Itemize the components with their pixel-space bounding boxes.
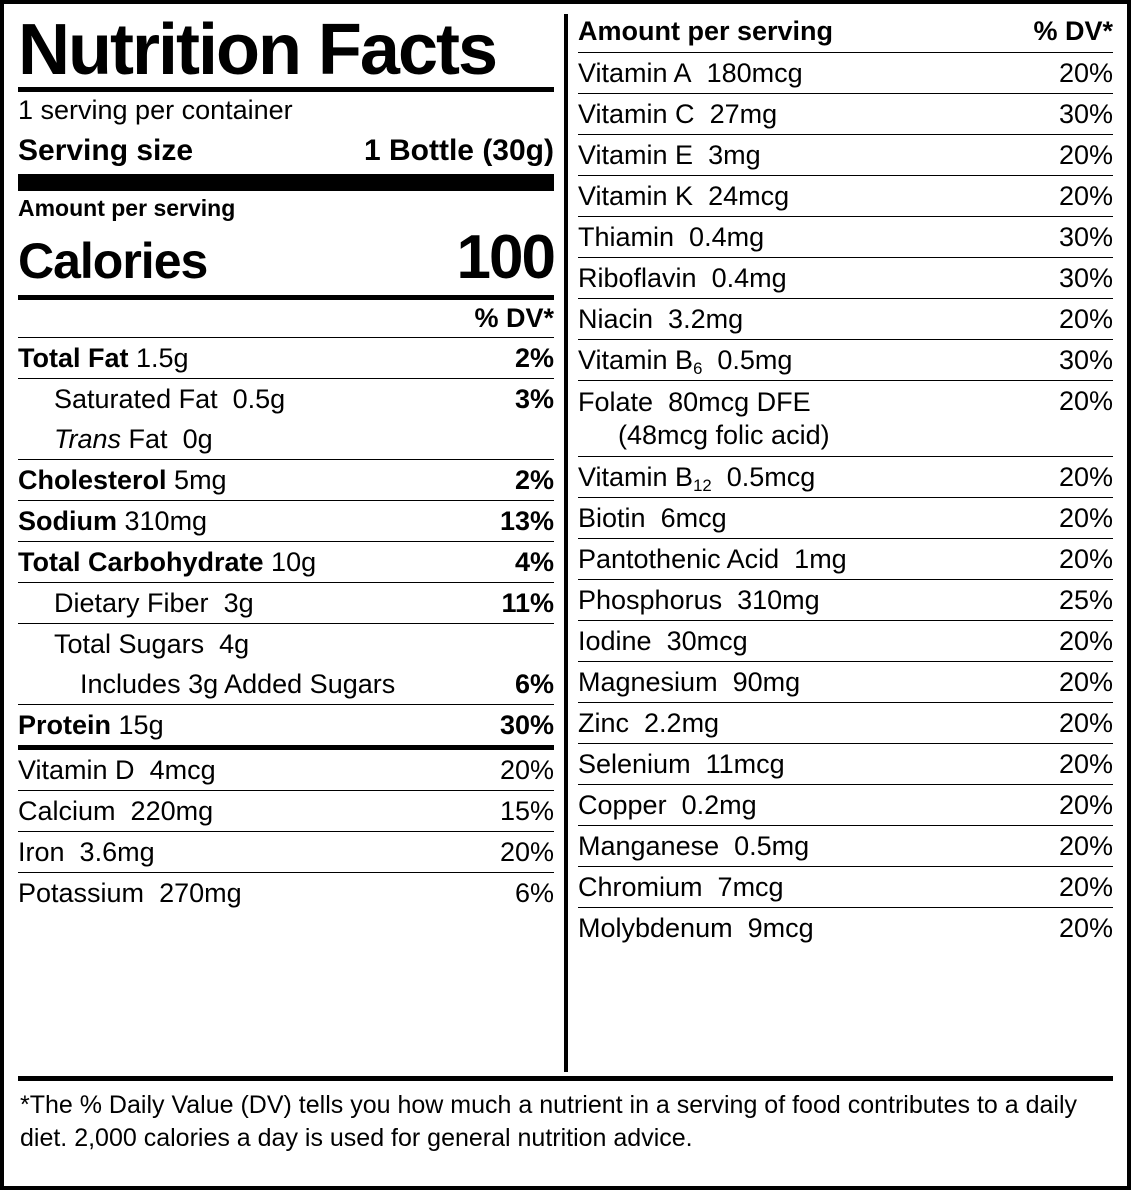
nutrient-dv: 20% <box>1058 304 1113 334</box>
nutrient-amount: 10g <box>271 546 317 577</box>
nutrient-name: Phosphorus 310mg <box>578 584 820 615</box>
page-title: Nutrition Facts <box>18 10 497 90</box>
nutrient-dv: 2% <box>514 464 554 495</box>
nutrient-amount: 0.4mg <box>711 263 787 293</box>
nutrient-dv: 20% <box>1058 543 1113 574</box>
nutrient-dv: 6% <box>514 877 554 908</box>
table-row <box>578 175 1113 216</box>
nutrient-amount: 3.6mg <box>79 836 155 867</box>
nutrient-dv: 20% <box>499 836 554 867</box>
nutrient-name: Vitamin A 180mcg <box>578 58 803 88</box>
nutrient-dv: 20% <box>1058 58 1113 88</box>
nutrient-name: Includes 3g Added Sugars <box>80 668 396 699</box>
nutrient-dv: 20% <box>1058 502 1113 533</box>
nutrient-name: Trans Fat 0g <box>54 423 213 454</box>
nutrient-dv: 20% <box>1058 830 1113 861</box>
nutrient-dv: 30% <box>1058 263 1113 293</box>
table-row <box>18 790 554 831</box>
nutrient-dv: 20% <box>1058 789 1113 820</box>
nutrient-amount: 2.2mg <box>644 707 720 738</box>
left-column <box>18 10 564 1072</box>
nutrient-amount: 310mg <box>124 505 208 536</box>
nutrient-dv: 13% <box>499 505 554 536</box>
table-row <box>578 825 1113 866</box>
table-row <box>18 745 554 790</box>
amount-per-serving-label-right: Amount per serving <box>578 16 834 46</box>
nutrient-amount: 180mcg <box>706 58 803 88</box>
nutrient-dv: 20% <box>1058 181 1113 211</box>
nutrient-amount: 30mcg <box>666 625 748 656</box>
column-divider <box>564 14 568 1072</box>
nutrient-dv: 20% <box>1058 461 1113 492</box>
nutrient-name: Iodine 30mcg <box>578 625 748 656</box>
nutrient-amount: 24mcg <box>708 181 790 211</box>
nutrient-dv: 20% <box>1058 140 1113 170</box>
nutrient-name: Vitamin D 4mcg <box>18 754 216 785</box>
table-row <box>18 337 554 378</box>
nutrient-amount: 0.5mg <box>717 345 793 375</box>
nutrient-dv: 20% <box>1058 386 1113 416</box>
table-row <box>578 339 1113 380</box>
nutrient-name: Dietary Fiber 3g <box>54 587 254 618</box>
table-row <box>578 216 1113 257</box>
table-row <box>18 500 554 541</box>
table-row <box>18 582 554 623</box>
nutrient-dv: 11% <box>501 587 554 618</box>
table-row <box>578 257 1113 298</box>
nutrient-dv: 25% <box>1058 584 1113 615</box>
nutrient-amount: 0.5mg <box>734 830 810 861</box>
nutrient-dv: 20% <box>1058 625 1113 656</box>
subscript: 6 <box>693 358 703 378</box>
nutrient-amount: 7mcg <box>717 871 784 902</box>
table-row <box>578 134 1113 175</box>
nutrient-name: Total Sugars 4g <box>54 628 250 659</box>
nutrient-amount: 15g <box>118 709 164 740</box>
table-row <box>18 831 554 872</box>
nutrient-dv: 6% <box>514 668 554 699</box>
nutrient-name: Copper 0.2mg <box>578 789 757 820</box>
nutrient-amount: 0.5mcg <box>726 461 816 492</box>
nutrient-amount: 80mcg DFE <box>668 387 811 417</box>
nutrient-name: Total Fat 1.5g <box>18 342 189 373</box>
nutrient-name: Vitamin K 24mcg <box>578 181 790 211</box>
nutrient-dv: 20% <box>1058 871 1113 902</box>
nutrient-amount: 0.5g <box>232 383 286 414</box>
table-row <box>18 704 554 745</box>
nutrient-name: Manganese 0.5mg <box>578 830 810 861</box>
nutrient-dv: 30% <box>1058 222 1113 252</box>
calories-label: Calories <box>18 232 208 289</box>
table-row <box>578 497 1113 538</box>
nutrient-amount: 5mg <box>174 464 227 495</box>
nutrient-name: Molybdenum 9mcg <box>578 912 814 943</box>
table-row <box>578 702 1113 743</box>
table-row <box>578 661 1113 702</box>
nutrient-amount: 220mg <box>130 795 214 826</box>
nutrient-amount: 6mcg <box>660 502 727 533</box>
nutrient-dv: 20% <box>1058 666 1113 697</box>
table-row <box>578 907 1113 948</box>
nutrient-name: Biotin 6mcg <box>578 502 727 533</box>
table-row <box>578 52 1113 93</box>
table-row <box>578 579 1113 620</box>
nutrient-dv: 3% <box>514 383 554 414</box>
nutrient-name: Vitamin E 3mg <box>578 140 761 170</box>
nutrient-amount: 11mcg <box>705 748 785 779</box>
nutrient-name: Cholesterol 5mg <box>18 464 227 495</box>
nutrient-dv: 30% <box>1058 99 1113 129</box>
table-row <box>578 380 1113 456</box>
nutrient-amount: 90mg <box>732 666 801 697</box>
table-row <box>578 298 1113 339</box>
daily-value-header: % DV* <box>474 302 554 333</box>
nutrient-amount: 3mg <box>708 140 761 170</box>
table-row <box>18 623 554 664</box>
right-column-header <box>578 14 1113 52</box>
nutrient-name: Calcium 220mg <box>18 795 214 826</box>
calories-row <box>18 222 554 295</box>
calories-value: 100 <box>456 222 554 292</box>
nutrient-subnote: (48mcg folic acid) <box>618 419 830 450</box>
servings-per-container: 1 serving per container <box>18 95 293 126</box>
table-row <box>578 620 1113 661</box>
nutrient-name: Pantothenic Acid 1mg <box>578 543 847 574</box>
table-row <box>18 872 554 913</box>
nutrient-amount: 27mg <box>709 99 778 129</box>
nutrient-name: Vitamin $B_6$ 0.5mg <box>578 345 793 378</box>
nutrient-amount: 1.5g <box>136 342 189 373</box>
nutrient-name: Total Carbohydrate 10g <box>18 546 317 577</box>
nutrient-amount: 1mg <box>794 543 847 574</box>
nutrient-amount: 4g <box>219 628 250 659</box>
nutrient-amount: 3.2mg <box>668 304 744 334</box>
daily-value-footnote: *The % Daily Value (DV) tells you how much a nutrient in a serving of food contributes to a daily diet. 2,000 calories a day is used for general nutrition advice. <box>20 1091 1078 1152</box>
nutrient-name: Saturated Fat 0.5g <box>54 383 286 414</box>
nutrient-dv: 30% <box>499 709 554 740</box>
nutrient-name: Magnesium 90mg <box>578 666 801 697</box>
table-row <box>578 538 1113 579</box>
daily-value-header-right: % DV* <box>1033 16 1113 46</box>
nutrient-dv: 20% <box>1058 912 1113 943</box>
nutrient-name: Iron 3.6mg <box>18 836 155 867</box>
table-row <box>578 743 1113 784</box>
nutrient-name: Chromium 7mcg <box>578 871 784 902</box>
nutrient-amount: 0.2mg <box>681 789 757 820</box>
nutrient-amount: 3g <box>223 587 254 618</box>
nutrient-dv: 20% <box>499 754 554 785</box>
table-row <box>578 784 1113 825</box>
table-row <box>18 378 554 419</box>
nutrient-amount: 9mcg <box>747 912 814 943</box>
serving-size-value: 1 Bottle (30g) <box>363 133 554 167</box>
nutrient-dv: 15% <box>499 795 554 826</box>
nutrient-name: Thiamin 0.4mg <box>578 222 765 252</box>
table-row <box>578 866 1113 907</box>
nutrient-amount: 310mg <box>737 584 820 615</box>
table-row <box>18 541 554 582</box>
table-row <box>18 664 554 704</box>
table-row <box>18 459 554 500</box>
nutrient-amount: 0.4mg <box>689 222 765 252</box>
nutrient-name: Vitamin C 27mg <box>578 99 778 129</box>
amount-per-serving-label: Amount per serving <box>18 194 236 221</box>
table-row <box>578 456 1113 497</box>
nutrient-name: Potassium 270mg <box>18 877 242 908</box>
nutrient-name: Vitamin $B_{12}$ 0.5mcg <box>578 461 816 495</box>
nutrient-dv: 4% <box>514 546 554 577</box>
nutrient-dv: 20% <box>1058 707 1113 738</box>
nutrient-dv: 20% <box>1058 748 1113 779</box>
nutrient-name: Sodium 310mg <box>18 505 208 536</box>
label-columns <box>18 10 1113 1072</box>
nutrient-amount: 0g <box>182 423 213 454</box>
table-row <box>18 419 554 459</box>
subscript: 12 <box>693 475 712 495</box>
table-row <box>578 93 1113 134</box>
nutrient-name: Protein 15g <box>18 709 164 740</box>
divider-thick-calories <box>18 174 554 191</box>
nutrient-name: Folate 80mcg DFE (48mcg folic acid) <box>578 386 1051 452</box>
nutrient-dv: 2% <box>514 342 554 373</box>
nutrient-amount: 4mcg <box>149 754 216 785</box>
nutrient-name: Niacin 3.2mg <box>578 304 744 334</box>
nutrient-dv: 30% <box>1058 345 1113 375</box>
right-column <box>578 14 1113 1072</box>
nutrient-amount: 270mg <box>159 877 242 908</box>
serving-size-row <box>18 132 554 174</box>
serving-size-label: Serving size <box>18 133 194 167</box>
nutrient-name: Selenium 11mcg <box>578 748 785 779</box>
nutrient-name: Zinc 2.2mg <box>578 707 720 738</box>
nutrient-name: Riboflavin 0.4mg <box>578 263 787 293</box>
